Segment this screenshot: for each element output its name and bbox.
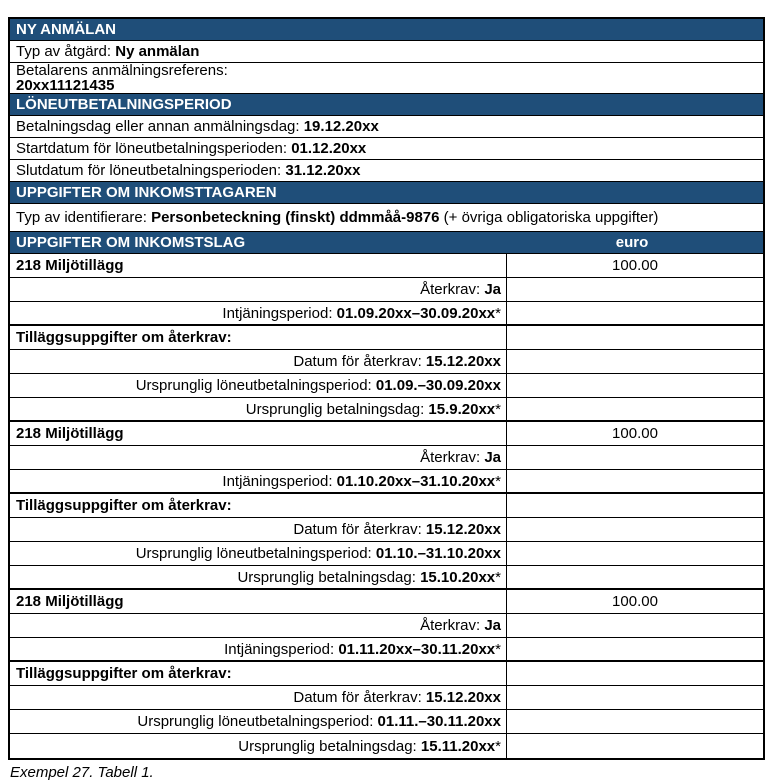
ursprunglig-period-value: 01.10.–31.10.20xx [375,545,501,562]
euro-column-header: euro [615,234,649,251]
intjaningsperiod-value: 01.11.20xx–30.11.20xx [338,640,496,658]
ursprunglig-dag-label: Ursprunglig betalningsdag: [237,568,421,586]
aterkrav-text [420,617,501,634]
datum-aterkrav-row [10,686,763,710]
tillagg-header-cell [10,494,507,517]
income-type-label: 218 Miljötillägg [16,425,124,442]
income-item-block [10,590,763,758]
intjaningsperiod-cell [10,302,507,324]
amount-cell [507,254,763,277]
empty-euro-cell [507,494,763,517]
ursprunglig-dag-row [10,566,763,590]
section-title: UPPGIFTER OM INKOMSTSLAG [16,234,246,251]
intjaningsperiod-row [10,470,763,494]
income-type-row [10,590,763,614]
intjaningsperiod-cell [10,470,507,492]
betalningsdag-row [10,116,763,138]
ursprunglig-period-text [137,713,501,730]
section-title: LÖNEUTBETALNINGSPERIOD [16,96,232,113]
typ-av-atgard-text [16,43,199,60]
tillagg-header-cell [10,326,507,349]
datum-aterkrav-value: 15.12.20xx [425,689,501,706]
ursprunglig-period-label: Ursprunglig löneutbetalningsperiod: [135,545,376,562]
empty-euro-cell [507,638,763,660]
section-header-inkomsttagaren [10,182,763,204]
startdatum-label: Startdatum för löneutbetalningsperioden: [16,140,292,157]
tillagg-header-label: Tilläggsuppgifter om återkrav: [16,665,232,682]
tillagg-header-row [10,662,763,686]
datum-aterkrav-cell [10,518,507,541]
betalningsdag-label: Betalningsdag eller annan anmälningsdag: [16,118,304,135]
datum-aterkrav-label: Datum för återkrav: [293,521,426,538]
tillagg-header-row [10,326,763,350]
amount-cell [507,422,763,445]
intjaningsperiod-cell [10,638,507,660]
slutdatum-label: Slutdatum för löneutbetalningsperioden: [16,162,286,179]
intjaningsperiod-text [224,641,501,658]
ursprunglig-dag-text [238,738,501,755]
aterkrav-row [10,446,763,470]
datum-aterkrav-text [293,689,501,706]
betalningsdag-text [16,118,379,135]
tillagg-header-label: Tilläggsuppgifter om återkrav: [16,329,232,346]
ursprunglig-dag-cell [10,566,507,588]
empty-euro-cell [507,446,763,469]
ursprunglig-dag-text [237,569,501,586]
identifierare-text [16,209,658,226]
intjaningsperiod-row [10,302,763,326]
empty-euro-cell [507,278,763,301]
intjaningsperiod-text [222,473,501,490]
intjaningsperiod-value: 01.09.20xx–30.09.20xx [336,304,496,322]
amount-value: 100.00 [612,593,658,610]
section-header-inkomstslag [10,232,763,254]
ursprunglig-dag-value: 15.11.20xx [420,737,496,755]
typ-av-atgard-row [10,41,763,63]
ursprunglig-dag-value: 15.9.20xx [428,400,496,418]
ursprunglig-dag-suffix: * [495,737,501,755]
aterkrav-value: Ja [484,281,501,298]
startdatum-row [10,138,763,160]
ursprunglig-dag-suffix: * [495,568,501,586]
empty-euro-cell [507,662,763,685]
ursprunglig-period-row [10,542,763,566]
datum-aterkrav-text [293,353,501,370]
ursprunglig-period-cell [10,710,507,733]
income-report-table [8,17,765,760]
betalningsdag-value: 19.12.20xx [303,118,379,135]
income-type-row [10,254,763,278]
datum-aterkrav-cell [10,350,507,373]
aterkrav-text [420,281,501,298]
ursprunglig-period-cell [10,542,507,565]
empty-euro-cell [507,398,763,420]
intjaningsperiod-suffix: * [495,472,501,490]
datum-aterkrav-value: 15.12.20xx [425,521,501,538]
income-type-label: 218 Miljötillägg [16,593,124,610]
ursprunglig-dag-row [10,734,763,758]
table-caption: Exempel 27. Tabell 1. [10,764,154,781]
ursprunglig-dag-row [10,398,763,422]
datum-aterkrav-value: 15.12.20xx [425,353,501,370]
ursprunglig-dag-suffix: * [495,400,501,418]
datum-aterkrav-row [10,518,763,542]
datum-aterkrav-row [10,350,763,374]
betalarens-referens-value: 20xx11121435 [16,77,115,94]
income-type-row [10,422,763,446]
datum-aterkrav-label: Datum för återkrav: [293,689,426,706]
ursprunglig-dag-cell [10,734,507,758]
aterkrav-row [10,278,763,302]
tillagg-header-row [10,494,763,518]
slutdatum-text [16,162,360,179]
section-header-loneutbetalningsperiod [10,94,763,116]
aterkrav-label: Återkrav: [420,281,485,298]
intjaningsperiod-text [222,305,501,322]
income-type-cell [10,254,507,277]
empty-euro-cell [507,302,763,324]
ursprunglig-period-text [136,377,501,394]
aterkrav-cell [10,278,507,301]
amount-value: 100.00 [612,425,658,442]
aterkrav-value: Ja [484,617,501,634]
intjaningsperiod-suffix: * [495,304,501,322]
income-type-cell [10,590,507,613]
empty-euro-cell [507,566,763,588]
empty-euro-cell [507,686,763,709]
betalarens-referens-row [10,63,763,94]
slutdatum-value: 31.12.20xx [285,162,361,179]
ursprunglig-dag-text [246,401,501,418]
aterkrav-cell [10,446,507,469]
tillagg-header-label: Tilläggsuppgifter om återkrav: [16,497,232,514]
income-item-block [10,422,763,590]
amount-value: 100.00 [612,257,658,274]
ursprunglig-period-value: 01.11.–30.11.20xx [377,713,501,730]
section-title: UPPGIFTER OM INKOMSTTAGAREN [16,184,277,201]
empty-euro-cell [507,374,763,397]
empty-euro-cell [507,710,763,733]
intjaningsperiod-value: 01.10.20xx–31.10.20xx [336,472,496,490]
empty-euro-cell [507,734,763,758]
typ-av-atgard-label: Typ av åtgärd: [16,43,116,60]
amount-cell [507,590,763,613]
ursprunglig-period-text [136,545,501,562]
identifierare-value: Personbeteckning (finskt) ddmmåå-9876 [151,209,440,226]
aterkrav-value: Ja [484,449,501,466]
ursprunglig-dag-value: 15.10.20xx [420,568,496,586]
aterkrav-text [420,449,501,466]
empty-euro-cell [507,614,763,637]
ursprunglig-period-label: Ursprunglig löneutbetalningsperiod: [135,377,376,394]
aterkrav-label: Återkrav: [420,449,485,466]
empty-euro-cell [507,518,763,541]
intjaningsperiod-row [10,638,763,662]
intjaningsperiod-label: Intjäningsperiod: [224,640,339,658]
ursprunglig-dag-cell [10,398,507,420]
ursprunglig-period-row [10,710,763,734]
slutdatum-row [10,160,763,182]
betalarens-referens-label: Betalarens anmälningsreferens: [16,62,228,79]
ursprunglig-period-row [10,374,763,398]
income-item-block [10,254,763,422]
section-title: NY ANMÄLAN [16,21,116,38]
ursprunglig-dag-label: Ursprunglig betalningsdag: [238,737,421,755]
intjaningsperiod-suffix: * [495,640,501,658]
ursprunglig-period-value: 01.09.–30.09.20xx [375,377,501,394]
identifierare-row [10,204,763,232]
ursprunglig-period-label: Ursprunglig löneutbetalningsperiod: [137,713,378,730]
datum-aterkrav-label: Datum för återkrav: [293,353,426,370]
datum-aterkrav-text [293,521,501,538]
empty-euro-cell [507,470,763,492]
empty-euro-cell [507,350,763,373]
identifierare-label: Typ av identifierare: [16,209,152,226]
section-header-ny-anmalan [10,19,763,41]
datum-aterkrav-cell [10,686,507,709]
identifierare-suffix: (+ övriga obligatoriska uppgifter) [439,209,659,226]
typ-av-atgard-value: Ny anmälan [115,43,200,60]
ursprunglig-dag-label: Ursprunglig betalningsdag: [245,400,429,418]
intjaningsperiod-label: Intjäningsperiod: [222,472,337,490]
income-type-label: 218 Miljötillägg [16,257,124,274]
empty-euro-cell [507,542,763,565]
aterkrav-row [10,614,763,638]
intjaningsperiod-label: Intjäningsperiod: [222,304,337,322]
startdatum-text [16,140,366,157]
aterkrav-cell [10,614,507,637]
ursprunglig-period-cell [10,374,507,397]
startdatum-value: 01.12.20xx [291,140,367,157]
empty-euro-cell [507,326,763,349]
income-type-cell [10,422,507,445]
aterkrav-label: Återkrav: [420,617,485,634]
tillagg-header-cell [10,662,507,685]
